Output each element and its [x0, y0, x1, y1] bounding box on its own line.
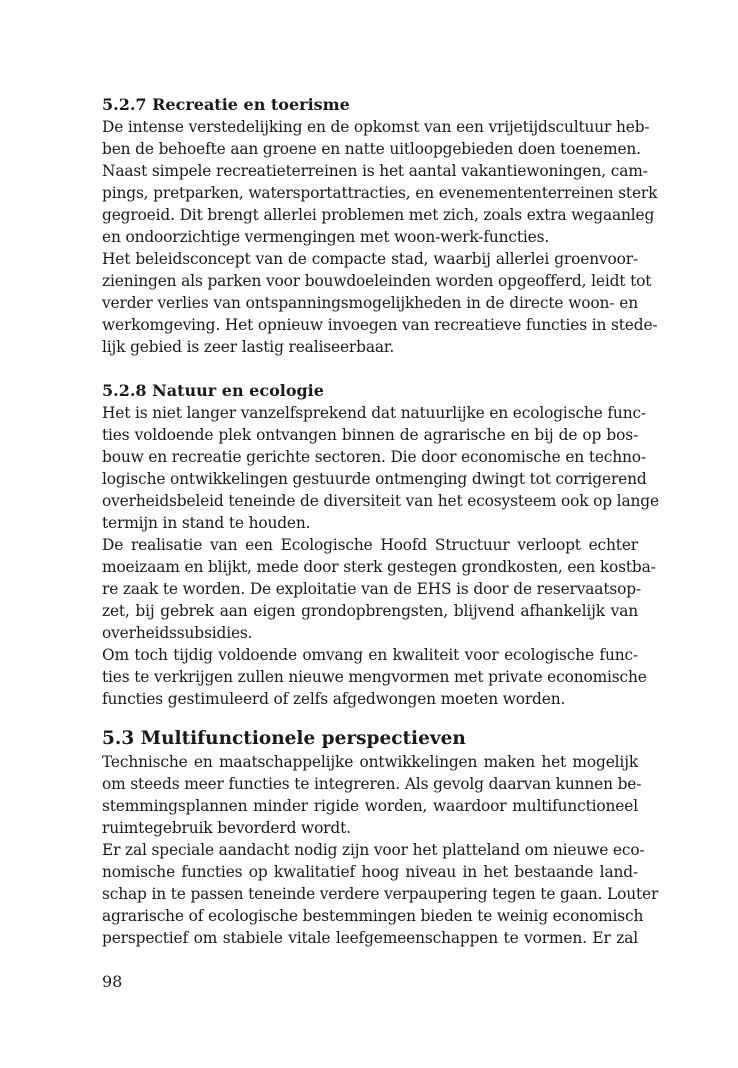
- text-line: perspectief om stabiele vitale leefgemeenschappen te vormen. Er zal: [102, 929, 638, 947]
- text-line: schap in te passen teneinde verdere verpaupering tegen te gaan. Louter: [102, 885, 659, 903]
- text-line: termijn in stand te houden.: [102, 514, 311, 532]
- text-line: werkomgeving. Het opnieuw invoegen van recreatieve functies in stede-: [102, 316, 658, 334]
- text-line: zieningen als parken voor bouwdoeleinden worden opgeofferd, leidt tot: [102, 272, 652, 290]
- section-heading-multifunctioneel: 5.3 Multifunctionele perspectieven: [102, 728, 466, 749]
- paragraph: [102, 751, 642, 839]
- text-line: ruimtegebruik bevorderd wordt.: [102, 819, 351, 837]
- section-spacer: [102, 358, 638, 380]
- text-line: gegroeid. Dit brengt allerlei problemen met zich, zoals extra wegaanleg: [102, 206, 655, 224]
- text-line: pings, pretparken, watersportattracties, en evenemententerreinen sterk: [102, 184, 658, 202]
- text-line: ties te verkrijgen zullen nieuwe mengvormen met private economische: [102, 668, 647, 686]
- text-line: en ondoorzichtige vermengingen met woon-werk-functies.: [102, 228, 550, 246]
- page-number: 98: [102, 972, 123, 991]
- text-line: zet, bij gebrek aan eigen grondopbrengsten, blijvend afhankelijk van: [102, 602, 638, 620]
- text-line: overheidssubsidies.: [102, 624, 253, 642]
- text-line: De intense verstedelijking en de opkomst van een vrijetijdscultuur heb-: [102, 118, 650, 136]
- text-line: Om toch tijdig voldoende omvang en kwaliteit voor ecologische func-: [102, 646, 638, 664]
- section-heading-natuur: 5.2.8 Natuur en ecologie: [102, 381, 324, 400]
- text-line: functies gestimuleerd of zelfs afgedwongen moeten worden.: [102, 690, 566, 708]
- text-line: De realisatie van een Ecologische Hoofd Structuur verloopt echter: [102, 536, 638, 554]
- paragraph: [102, 248, 658, 358]
- paragraph: [102, 116, 658, 248]
- paragraph: [102, 402, 659, 534]
- text-line: ties voldoende plek ontvangen binnen de agrarische en bij de op bos-: [102, 426, 638, 444]
- text-line: Naast simpele recreatieterreinen is het aantal vakantiewoningen, cam-: [102, 162, 648, 180]
- text-line: verder verlies van ontspanningsmogelijkheden in de directe woon- en: [102, 294, 638, 312]
- text-line: Er zal speciale aandacht nodig zijn voor het platteland om nieuwe eco-: [102, 841, 645, 859]
- section-spacer: [102, 710, 638, 727]
- text-line: nomische functies op kwalitatief hoog niveau in het bestaande land-: [102, 863, 638, 881]
- text-line: Het is niet langer vanzelfsprekend dat natuurlijke en ecologische func-: [102, 404, 646, 422]
- text-line: om steeds meer functies te integreren. Als gevolg daarvan kunnen be-: [102, 775, 642, 793]
- text-line: moeizaam en blijkt, mede door sterk gestegen grondkosten, een kostba-: [102, 558, 656, 576]
- page-body: [102, 94, 659, 949]
- text-line: re zaak te worden. De exploitatie van de EHS is door de reservaatsop-: [102, 580, 641, 598]
- text-line: lijk gebied is zeer lastig realiseerbaar.: [102, 338, 395, 356]
- text-line: stemmingsplannen minder rigide worden, waardoor multifunctioneel: [102, 797, 638, 815]
- paragraph: [102, 644, 647, 710]
- section-heading-recreatie: 5.2.7 Recreatie en toerisme: [102, 95, 350, 114]
- text-line: Technische en maatschappelijke ontwikkelingen maken het mogelijk: [102, 753, 638, 771]
- text-line: bouw en recreatie gerichte sectoren. Die door economische en techno-: [102, 448, 646, 466]
- text-line: Het beleidsconcept van de compacte stad, waarbij allerlei groenvoor-: [102, 250, 638, 268]
- paragraph: [102, 534, 656, 644]
- text-line: agrarische of ecologische bestemmingen bieden te weinig economisch: [102, 907, 644, 925]
- text-line: overheidsbeleid teneinde de diversiteit van het ecosysteem ook op lange: [102, 492, 659, 510]
- text-line: logische ontwikkelingen gestuurde ontmenging dwingt tot corrigerend: [102, 470, 647, 488]
- paragraph: [102, 839, 659, 949]
- text-line: ben de behoefte aan groene en natte uitloopgebieden doen toenemen.: [102, 140, 641, 158]
